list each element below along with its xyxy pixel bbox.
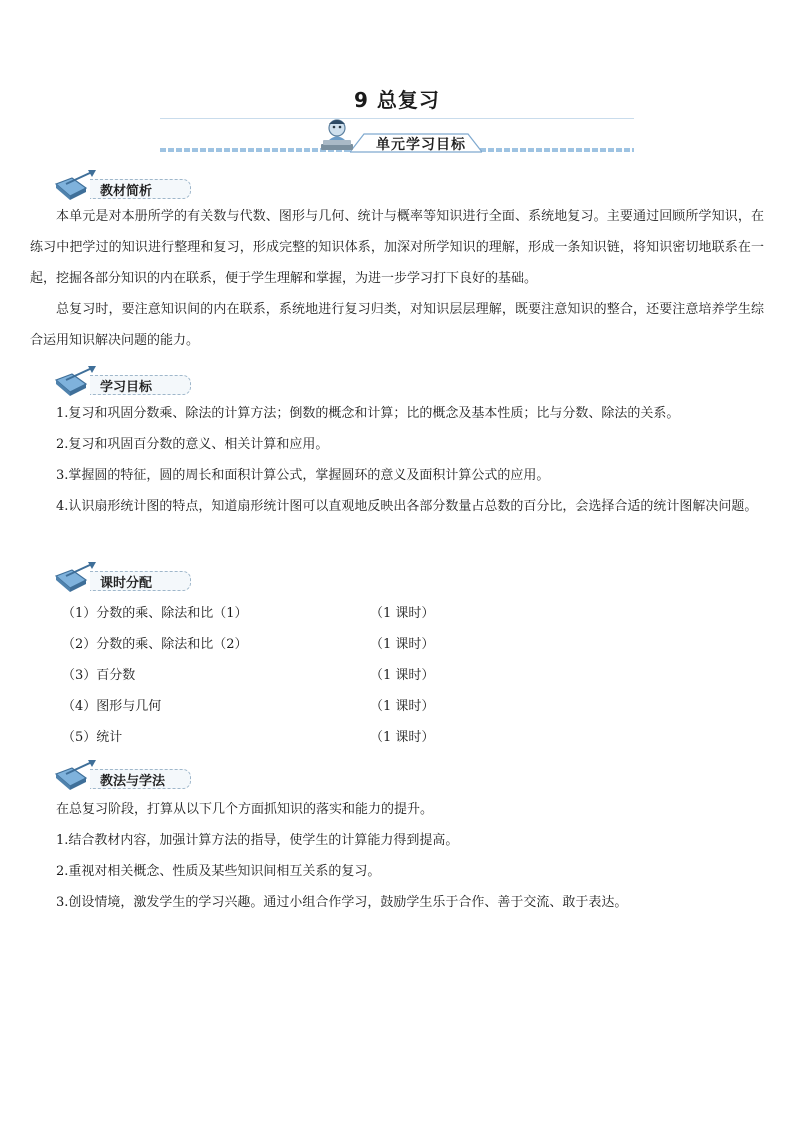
schedule-row (62, 695, 562, 715)
section-heading: 学习目标 (100, 380, 153, 395)
banner-label: 单元学习目标 (376, 137, 466, 153)
schedule-row (62, 602, 562, 622)
banner-tab (350, 132, 482, 154)
section-heading: 课时分配 (100, 576, 153, 591)
section-header-objectives (52, 370, 182, 398)
section-header-overview (52, 174, 182, 202)
lesson-hours: （1 课时） (370, 730, 435, 745)
method-item: 2.重视对相关概念、性质及某些知识间相互关系的复习。 (56, 864, 381, 879)
lesson-hours: （1 课时） (370, 668, 435, 683)
method-item: 1.结合教材内容，加强计算方法的指导，使学生的计算能力得到提高。 (56, 833, 459, 848)
method-item: 3.创设情境，激发学生的学习兴趣。通过小组合作学习，鼓励学生乐于合作、善于交流、敢于表达。 (56, 895, 628, 910)
schedule-row (62, 726, 562, 746)
lesson-name: （5）统计 (62, 730, 123, 745)
methods-intro: 在总复习阶段，打算从以下几个方面抓知识的落实和能力的提升。 (56, 802, 434, 817)
overview-paragraph: 总复习时，要注意知识间的内在联系，系统地进行复习归类，对知识层层理解，既要注意知识的整合，还要注意培养学生综合运用知识解决问题的能力。 (30, 302, 764, 348)
book-arrow-icon (52, 758, 102, 794)
lesson-hours: （1 课时） (370, 637, 435, 652)
section-heading: 教法与学法 (100, 774, 166, 789)
banner-top-rule (160, 118, 634, 119)
lesson-name: （4）图形与几何 (62, 699, 162, 714)
schedule-row (62, 633, 562, 653)
schedule-row (62, 664, 562, 684)
lesson-hours: （1 课时） (370, 606, 435, 621)
lesson-name: （3）百分数 (62, 668, 136, 683)
book-arrow-icon (52, 364, 102, 400)
unit-objectives-banner (160, 116, 634, 158)
book-arrow-icon (52, 168, 102, 204)
book-arrow-icon (52, 560, 102, 596)
overview-paragraph: 本单元是对本册所学的有关数与代数、图形与几何、统计与概率等知识进行全面、系统地复习。主要通过回顾所学知识，在练习中把学过的知识进行整理和复习，形成完整的知识体系，加深对所学知识的理解，形成一条知识链，将知识密切地联系在一起，挖掘各部分知识的内在联系，便于学生理解和掌握，为进一步学习打下良好的基础。 (30, 209, 764, 286)
page-title: 9 总复习 (354, 88, 440, 112)
objective-item: 2.复习和巩固百分数的意义、相关计算和应用。 (56, 437, 329, 452)
section-header-schedule (52, 566, 182, 594)
lesson-name: （2）分数的乘、除法和比（2） (62, 637, 248, 652)
lesson-hours: （1 课时） (370, 699, 435, 714)
objective-item: 4.认识扇形统计图的特点，知道扇形统计图可以直观地反映出各部分数量占总数的百分比，会选择合适的统计图解决问题。 (56, 499, 758, 514)
student-reading-icon (315, 116, 359, 154)
section-header-methods (52, 764, 182, 792)
objective-item: 3.掌握圆的特征，圆的周长和面积计算公式，掌握圆环的意义及面积计算公式的应用。 (56, 468, 550, 483)
objective-item: 1.复习和巩固分数乘、除法的计算方法；倒数的概念和计算；比的概念及基本性质；比与分数、除法的关系。 (56, 406, 680, 421)
lesson-name: （1）分数的乘、除法和比（1） (62, 606, 248, 621)
section-heading: 教材简析 (100, 184, 153, 199)
